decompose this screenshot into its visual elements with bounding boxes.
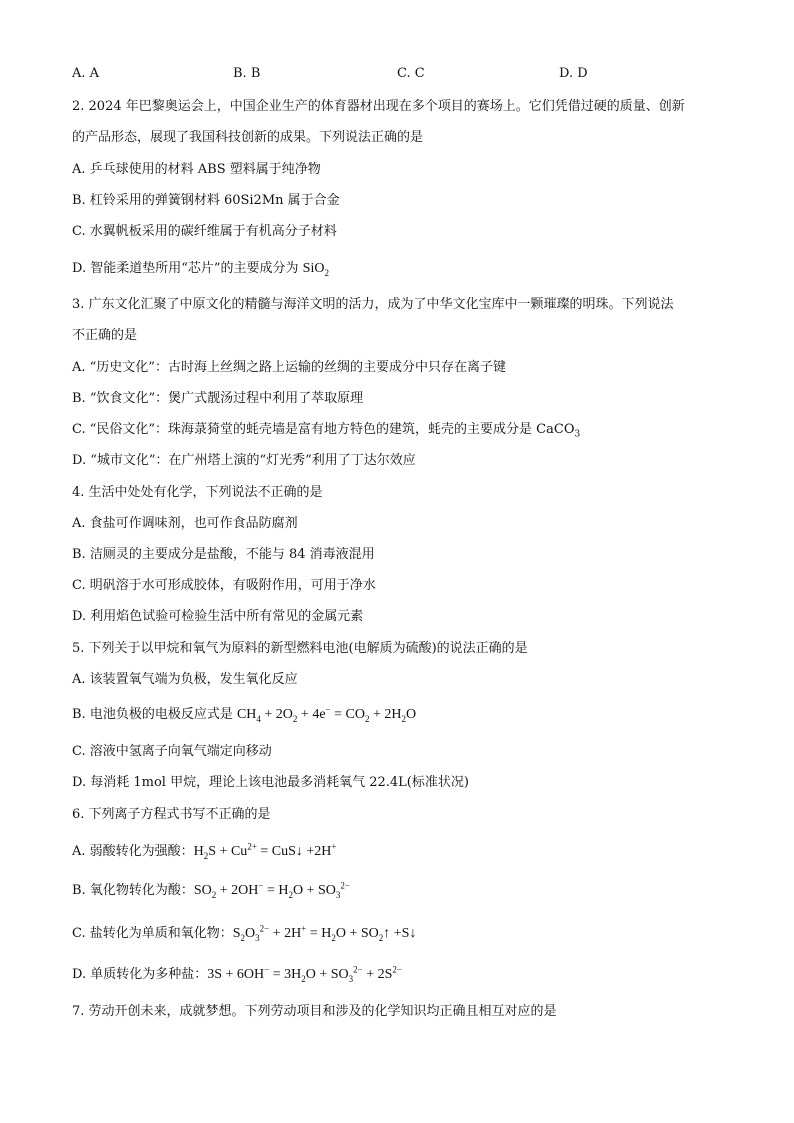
equation-a: $H_2S + Cu^{2+}$ = CuS↓ +2H+ <box>193 841 337 861</box>
q1-option-b[interactable]: B. B <box>233 66 261 81</box>
q4-option-b[interactable]: B. 洁厕灵的主要成分是盐酸，不能与 84 消毒液混用 <box>72 547 375 562</box>
q3-stem-line2: 不正确的是 <box>72 328 138 343</box>
q7-stem: 7. 劳动开创未来，成就梦想。下列劳动项目和涉及的化学知识均正确且相互对应的是 <box>72 1004 557 1019</box>
q2-option-a[interactable]: A. 乒乓球使用的材料 ABS 塑料属于纯净物 <box>72 162 321 177</box>
q6-option-a-text: A. 弱酸转化为强酸： <box>72 844 194 859</box>
q2-stem-line2: 的产品形态，展现了我国科技创新的成果。下列说法正确的是 <box>72 130 424 145</box>
q3-option-c[interactable] <box>72 421 580 439</box>
q5-option-b[interactable] <box>72 706 416 724</box>
q1-option-c[interactable]: C. C <box>397 66 425 81</box>
q6-option-c[interactable] <box>72 925 416 943</box>
q6-option-b-text: B. 氧化物转化为酸： <box>72 883 194 898</box>
q5-option-b-text: B. 电池负极的电极反应式是 <box>72 707 237 722</box>
q5-stem: 5. 下列关于以甲烷和氧气为原料的新型燃料电池(电解质为硫酸)的说法正确的是 <box>72 641 528 656</box>
q2-option-d-text: D. 智能柔道垫所用“芯片”的主要成分为 <box>72 261 303 276</box>
q2-option-c[interactable]: C. 水翼帆板采用的碳纤维属于有机高分子材料 <box>72 224 337 239</box>
equation-b: $SO_2 + 2OH^- = H_2O + SO_3^{2-}$ <box>193 880 350 900</box>
q6-option-d-text: D. 单质转化为多种盐： <box>72 967 208 982</box>
q1-option-a[interactable]: A. A <box>72 66 100 81</box>
q6-option-b[interactable] <box>72 882 350 900</box>
q4-option-d[interactable]: D. 利用焰色试验可检验生活中所有常见的金属元素 <box>72 609 364 624</box>
q6-option-a[interactable] <box>72 843 337 861</box>
q3-option-c-text: C. “民俗文化”：珠海菉猗堂的蚝壳墙是富有地方特色的建筑，蚝壳的主要成分是 CaCO <box>72 422 575 437</box>
q6-option-c-text: C. 盐转化为单质和氧化物： <box>72 926 233 941</box>
equation-c: $S_2O_3^{2-} + 2H^+ = H_2O$ + $SO_2↑$ +S↓ <box>232 923 417 943</box>
q3-option-d[interactable]: D. “城市文化”：在广州塔上演的“灯光秀”利用了丁达尔效应 <box>72 453 416 468</box>
q4-option-c[interactable]: C. 明矾溶于水可形成胶体，有吸附作用，可用于净水 <box>72 578 376 593</box>
q5-option-c[interactable]: C. 溶液中氢离子向氧气端定向移动 <box>72 744 272 759</box>
q3-option-a[interactable]: A. “历史文化”：古时海上丝绸之路上运输的丝绸的主要成分中只存在离子键 <box>72 360 506 375</box>
sio2-formula: SiO$_2$ <box>302 261 329 278</box>
q1-option-d[interactable]: D. D <box>559 66 588 81</box>
q3-option-b[interactable]: B. “饮食文化”：煲广式靓汤过程中利用了萃取原理 <box>72 391 364 406</box>
electrode-equation: $CH_4 + 2O_2 + 4e^- = CO_2 + 2H_2O$ <box>236 704 417 724</box>
q5-option-d[interactable]: D. 每消耗 1mol 甲烷，理论上该电池最多消耗氧气 22.4L(标准状况) <box>72 775 469 790</box>
equation-d: $3S + 6OH^- = 3H_2O + SO_3^{2-} + 2S^{2-}$ <box>207 964 402 984</box>
q2-option-d[interactable] <box>72 260 329 278</box>
q6-stem: 6. 下列离子方程式书写不正确的是 <box>72 807 271 822</box>
q4-stem: 4. 生活中处处有化学，下列说法不正确的是 <box>72 485 323 500</box>
q1-options <box>72 66 732 84</box>
q5-option-a[interactable]: A. 该装置氧气端为负极，发生氧化反应 <box>72 672 298 687</box>
q2-option-b[interactable]: B. 杠铃采用的弹簧钢材料 60Si2Mn 属于合金 <box>72 193 340 208</box>
q4-option-a[interactable]: A. 食盐可作调味剂，也可作食品防腐剂 <box>72 516 298 531</box>
q6-option-d[interactable] <box>72 966 402 984</box>
q2-stem-line1: 2. 2024 年巴黎奥运会上，中国企业生产的体育器材出现在多个项目的赛场上。它们凭借过硬的质量、创新 <box>72 99 685 114</box>
q3-stem-line1: 3. 广东文化汇聚了中原文化的精髓与海洋文明的活力，成为了中华文化宝库中一颗璀璨的明珠。下列说法 <box>72 297 674 312</box>
caco3-subscript: 3 <box>574 429 581 440</box>
